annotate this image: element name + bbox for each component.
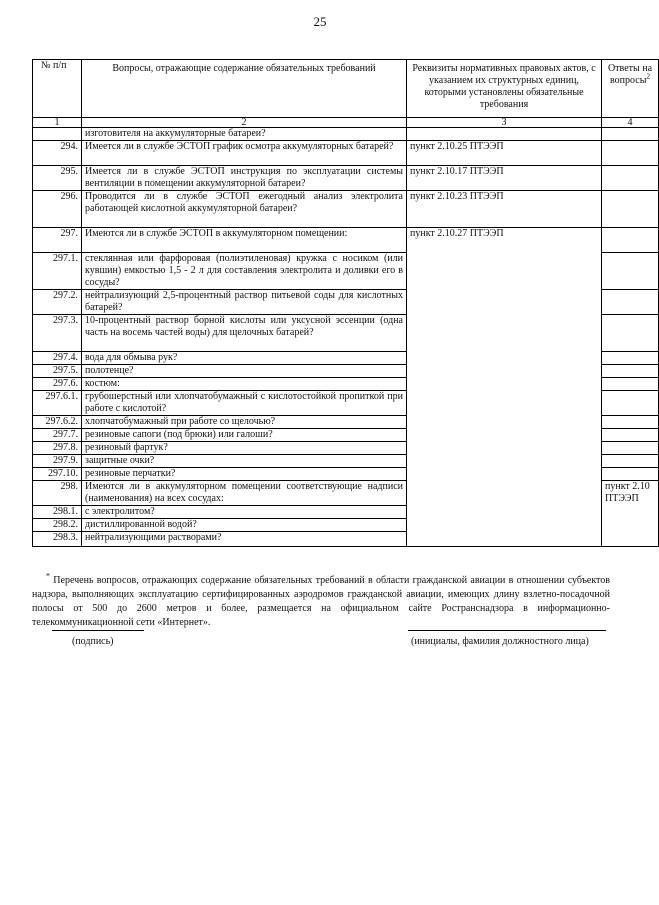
row-number: 297.4. <box>33 352 82 365</box>
row-question: Имеется ли в службе ЭСТОП график осмотра аккумуляторных батарей? <box>82 141 407 166</box>
header-answers <box>602 60 659 118</box>
row-question: 10-процентный раствор борной кислоты или уксусной эссенции (одна часть на восемь частей воды) для щелочных батарей? <box>82 315 407 352</box>
requirements-table <box>32 59 659 547</box>
row-answer <box>602 391 659 416</box>
footnote-text: Перечень вопросов, отражающих содержание обязательных требований в области гражданской авиации в отношении субъектов надзора, выполняющих эксплуатацию сертифицированных аэродромов гражданской авиации, имеющих длину взлетно-посадочной полосы от 500 до 2600 метров и более, размещается на официальном сайте Ространснадзора в информационно-телекоммуникационной сети «Интернет». <box>32 575 611 628</box>
column-number: 2 <box>82 118 407 128</box>
table-row <box>33 228 659 253</box>
row-question: резиновые перчатки? <box>82 468 407 481</box>
row-answer <box>602 141 659 166</box>
footnote <box>32 571 611 630</box>
column-number: 1 <box>33 118 82 128</box>
row-question: хлопчатобумажный при работе со щелочью? <box>82 416 407 429</box>
row-question: Имеется ли в службе ЭСТОП инструкция по эксплуатации системы вентиляции в помещении аккумуляторной батареи? <box>82 166 407 191</box>
official-name-line <box>408 630 606 631</box>
row-number: 297.1. <box>33 253 82 290</box>
row-number: 297.6.2. <box>33 416 82 429</box>
row-number <box>33 128 82 141</box>
row-question: резиновые сапоги (под брюки) или галоши? <box>82 429 407 442</box>
table-row <box>33 128 659 141</box>
row-answer <box>602 352 659 365</box>
column-number: 4 <box>602 118 659 128</box>
table-row <box>33 166 659 191</box>
row-answer <box>602 468 659 481</box>
row-answer <box>602 429 659 442</box>
header-questions: Вопросы, отражающие содержание обязательных требований <box>82 60 407 118</box>
row-answer <box>602 191 659 228</box>
row-answer <box>602 128 659 141</box>
signature-label: (подпись) <box>72 636 114 647</box>
row-answer <box>602 416 659 429</box>
column-number: 3 <box>407 118 602 128</box>
row-answer <box>602 442 659 455</box>
row-reference: пункт 2.10.17 ПТЭЭП <box>407 166 602 191</box>
row-answer <box>602 315 659 352</box>
row-number: 297.7. <box>33 429 82 442</box>
row-number: 297.8. <box>33 442 82 455</box>
row-question: грубошерстный или хлопчатобумажный с кислотостойкой пропиткой при работе с кислотой? <box>82 391 407 416</box>
table-header-row <box>33 60 659 118</box>
row-number: 297.2. <box>33 290 82 315</box>
row-question: Проводится ли в службе ЭСТОП ежегодный анализ электролита работающей кислотной аккумуляторной батареи? <box>82 191 407 228</box>
row-number: 294. <box>33 141 82 166</box>
row-question: Имеются ли в службе ЭСТОП в аккумуляторном помещении: <box>82 228 407 253</box>
signature-line <box>52 630 144 631</box>
row-answer <box>602 378 659 391</box>
row-number: 297.10. <box>33 468 82 481</box>
row-reference: пункт 2.10.27 ПТЭЭП <box>407 228 602 547</box>
row-number: 298.2. <box>33 519 82 532</box>
row-question: вода для обмыва рук? <box>82 352 407 365</box>
row-question: стеклянная или фарфоровая (полиэтиленовая) кружка с носиком (или кувшин) емкостью 1,5 - 2 л для составления электролита и доливки его в сосуды? <box>82 253 407 290</box>
row-answer <box>602 253 659 290</box>
row-question: Имеются ли в аккумуляторном помещении соответствующие надписи (наименования) на всех сосудах: <box>82 481 407 506</box>
row-question: нейтрализующими растворами? <box>82 532 407 547</box>
row-question: изготовителя на аккумуляторные батареи? <box>82 128 407 141</box>
page-number: 25 <box>313 14 327 29</box>
row-number: 297.6. <box>33 378 82 391</box>
official-name-label: (инициалы, фамилия должностного лица) <box>411 636 589 647</box>
column-number-row <box>33 118 659 128</box>
header-answers-text: Ответы на вопросы <box>607 63 653 86</box>
header-requisites: Реквизиты нормативных правовых актов, с указанием их структурных единиц, которыми установлены обязательные требования <box>407 60 602 118</box>
row-answer <box>602 455 659 468</box>
row-number: 296. <box>33 191 82 228</box>
footnote-mark: * <box>46 571 50 581</box>
row-number: 297. <box>33 228 82 253</box>
row-answer <box>602 228 659 253</box>
row-number: 297.6.1. <box>33 391 82 416</box>
row-question: полотенце? <box>82 365 407 378</box>
row-answer <box>602 290 659 315</box>
row-question: резиновый фартук? <box>82 442 407 455</box>
row-number: 297.3. <box>33 315 82 352</box>
row-reference <box>407 128 602 141</box>
row-question: нейтрализующий 2,5-процентный раствор питьевой соды для кислотных батарей? <box>82 290 407 315</box>
row-question: защитные очки? <box>82 455 407 468</box>
row-answer <box>602 365 659 378</box>
row-reference: пункт 2.10.25 ПТЭЭП <box>407 141 602 166</box>
row-reference: пункт 2.10 ПТЭЭП <box>602 481 659 547</box>
footnote-ref: 2 <box>646 72 650 81</box>
row-number: 298.3. <box>33 532 82 547</box>
row-question: дистиллированной водой? <box>82 519 407 532</box>
header-number: № п/п <box>33 60 82 118</box>
row-reference: пункт 2.10.23 ПТЭЭП <box>407 191 602 228</box>
table-row <box>33 191 659 228</box>
table-row <box>33 141 659 166</box>
row-number: 298.1. <box>33 506 82 519</box>
row-question: костюм: <box>82 378 407 391</box>
row-number: 297.9. <box>33 455 82 468</box>
row-answer <box>602 166 659 191</box>
row-question: с электролитом? <box>82 506 407 519</box>
row-number: 297.5. <box>33 365 82 378</box>
row-number: 298. <box>33 481 82 506</box>
row-number: 295. <box>33 166 82 191</box>
